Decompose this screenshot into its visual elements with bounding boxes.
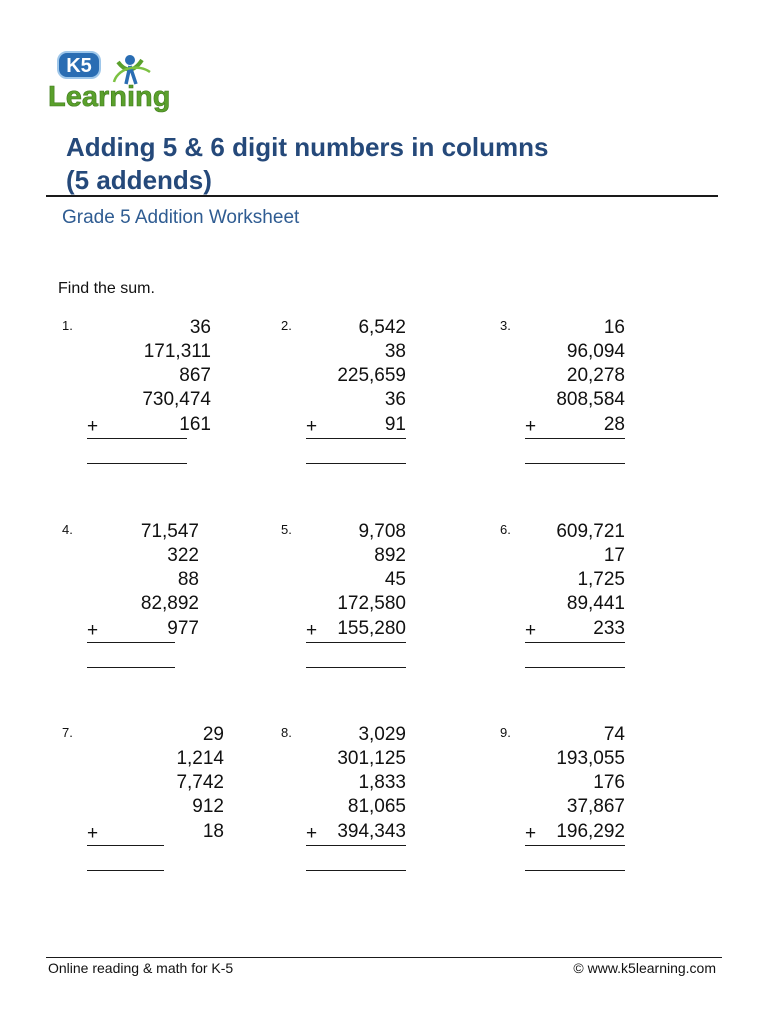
answer-line[interactable] — [525, 667, 625, 668]
problem-number: 9. — [500, 725, 511, 740]
addend-3: 88 — [177, 569, 199, 590]
plus-sign: + — [87, 823, 99, 844]
addend-4: 89,441 — [566, 593, 625, 614]
addend-5: 28 — [603, 414, 625, 435]
addend-2: 17 — [603, 545, 625, 566]
problem-1 — [62, 318, 212, 488]
logo-wordmark: Learning — [48, 81, 171, 113]
addend-5: 155,280 — [337, 618, 406, 639]
addend-2: 892 — [374, 545, 406, 566]
plus-sign: + — [87, 416, 99, 437]
addend-4: 730,474 — [142, 389, 211, 410]
addend-3: 45 — [384, 569, 406, 590]
addend-4: 36 — [384, 389, 406, 410]
problem-number: 2. — [281, 318, 292, 333]
addend-1: 74 — [603, 724, 625, 745]
answer-line[interactable] — [87, 463, 187, 464]
addend-4: 912 — [192, 796, 224, 817]
addend-4: 808,584 — [556, 389, 625, 410]
addend-3: 176 — [593, 772, 625, 793]
addend-1: 36 — [189, 317, 211, 338]
sum-line — [525, 642, 625, 643]
footer-tagline: Online reading & math for K-5 — [48, 960, 234, 976]
page-title — [66, 131, 548, 197]
sum-line — [87, 642, 175, 643]
addend-1: 609,721 — [556, 521, 625, 542]
addend-2: 322 — [167, 545, 199, 566]
answer-line[interactable] — [87, 667, 175, 668]
instruction-text: Find the sum. — [58, 280, 155, 297]
problem-number: 6. — [500, 522, 511, 537]
addend-1: 3,029 — [358, 724, 406, 745]
addend-2: 193,055 — [556, 748, 625, 769]
logo-badge-text: K5 — [66, 55, 92, 77]
addend-3: 225,659 — [337, 365, 406, 386]
problem-2 — [281, 318, 431, 488]
addend-2: 38 — [384, 341, 406, 362]
addend-5: 18 — [202, 821, 224, 842]
addend-4: 172,580 — [337, 593, 406, 614]
addend-4: 82,892 — [140, 593, 199, 614]
sum-line — [306, 438, 406, 439]
problem-5 — [281, 522, 431, 692]
addend-2: 1,214 — [176, 748, 224, 769]
addend-3: 20,278 — [566, 365, 625, 386]
sum-line — [87, 845, 164, 846]
problem-6 — [500, 522, 650, 692]
sum-line — [306, 642, 406, 643]
problem-number: 1. — [62, 318, 73, 333]
footer-website-link[interactable]: © www.k5learning.com — [573, 960, 716, 976]
answer-line[interactable] — [525, 463, 625, 464]
addend-2: 171,311 — [143, 341, 211, 362]
addend-5: 161 — [179, 414, 211, 435]
problem-8 — [281, 725, 431, 895]
plus-sign: + — [87, 620, 99, 641]
problem-number: 4. — [62, 522, 73, 537]
addend-5: 233 — [593, 618, 625, 639]
k5-learning-logo — [46, 48, 191, 114]
addend-5: 977 — [167, 618, 199, 639]
problem-number: 8. — [281, 725, 292, 740]
answer-line[interactable] — [87, 870, 164, 871]
sum-line — [525, 845, 625, 846]
sum-line — [525, 438, 625, 439]
addend-5: 91 — [384, 414, 406, 435]
plus-sign: + — [306, 823, 318, 844]
addend-5: 394,343 — [337, 821, 406, 842]
addend-1: 29 — [202, 724, 224, 745]
addend-1: 9,708 — [358, 521, 406, 542]
page-title-line1: Adding 5 & 6 digit numbers in columns — [66, 132, 549, 162]
page-subtitle: Grade 5 Addition Worksheet — [62, 207, 300, 228]
plus-sign: + — [525, 416, 537, 437]
title-divider — [46, 195, 718, 197]
sum-line — [87, 438, 187, 439]
addend-3: 867 — [179, 365, 211, 386]
problem-7 — [62, 724, 224, 895]
answer-line[interactable] — [306, 667, 406, 668]
addend-4: 81,065 — [347, 796, 406, 817]
answer-line[interactable] — [525, 870, 625, 871]
addend-1: 71,547 — [140, 521, 199, 542]
problem-number: 7. — [62, 725, 73, 740]
addend-4: 37,867 — [566, 796, 625, 817]
addend-5: 196,292 — [556, 821, 625, 842]
addend-1: 6,542 — [358, 317, 406, 338]
addend-3: 1,725 — [577, 569, 625, 590]
page-title-line2: (5 addends) — [66, 165, 212, 195]
answer-line[interactable] — [306, 870, 406, 871]
sum-line — [306, 845, 406, 846]
problem-9 — [500, 725, 650, 895]
plus-sign: + — [306, 620, 318, 641]
plus-sign: + — [306, 416, 318, 437]
plus-sign: + — [525, 823, 537, 844]
problem-3 — [500, 318, 650, 488]
addend-2: 96,094 — [566, 341, 625, 362]
problem-number: 5. — [281, 522, 292, 537]
addend-3: 1,833 — [358, 772, 406, 793]
problem-number: 3. — [500, 318, 511, 333]
addend-2: 301,125 — [337, 748, 406, 769]
addend-3: 7,742 — [176, 772, 224, 793]
answer-line[interactable] — [306, 463, 406, 464]
problem-4 — [62, 522, 212, 692]
addend-1: 16 — [603, 317, 625, 338]
footer-divider — [46, 957, 722, 958]
logo-figure-icon — [114, 55, 150, 84]
plus-sign: + — [525, 620, 537, 641]
